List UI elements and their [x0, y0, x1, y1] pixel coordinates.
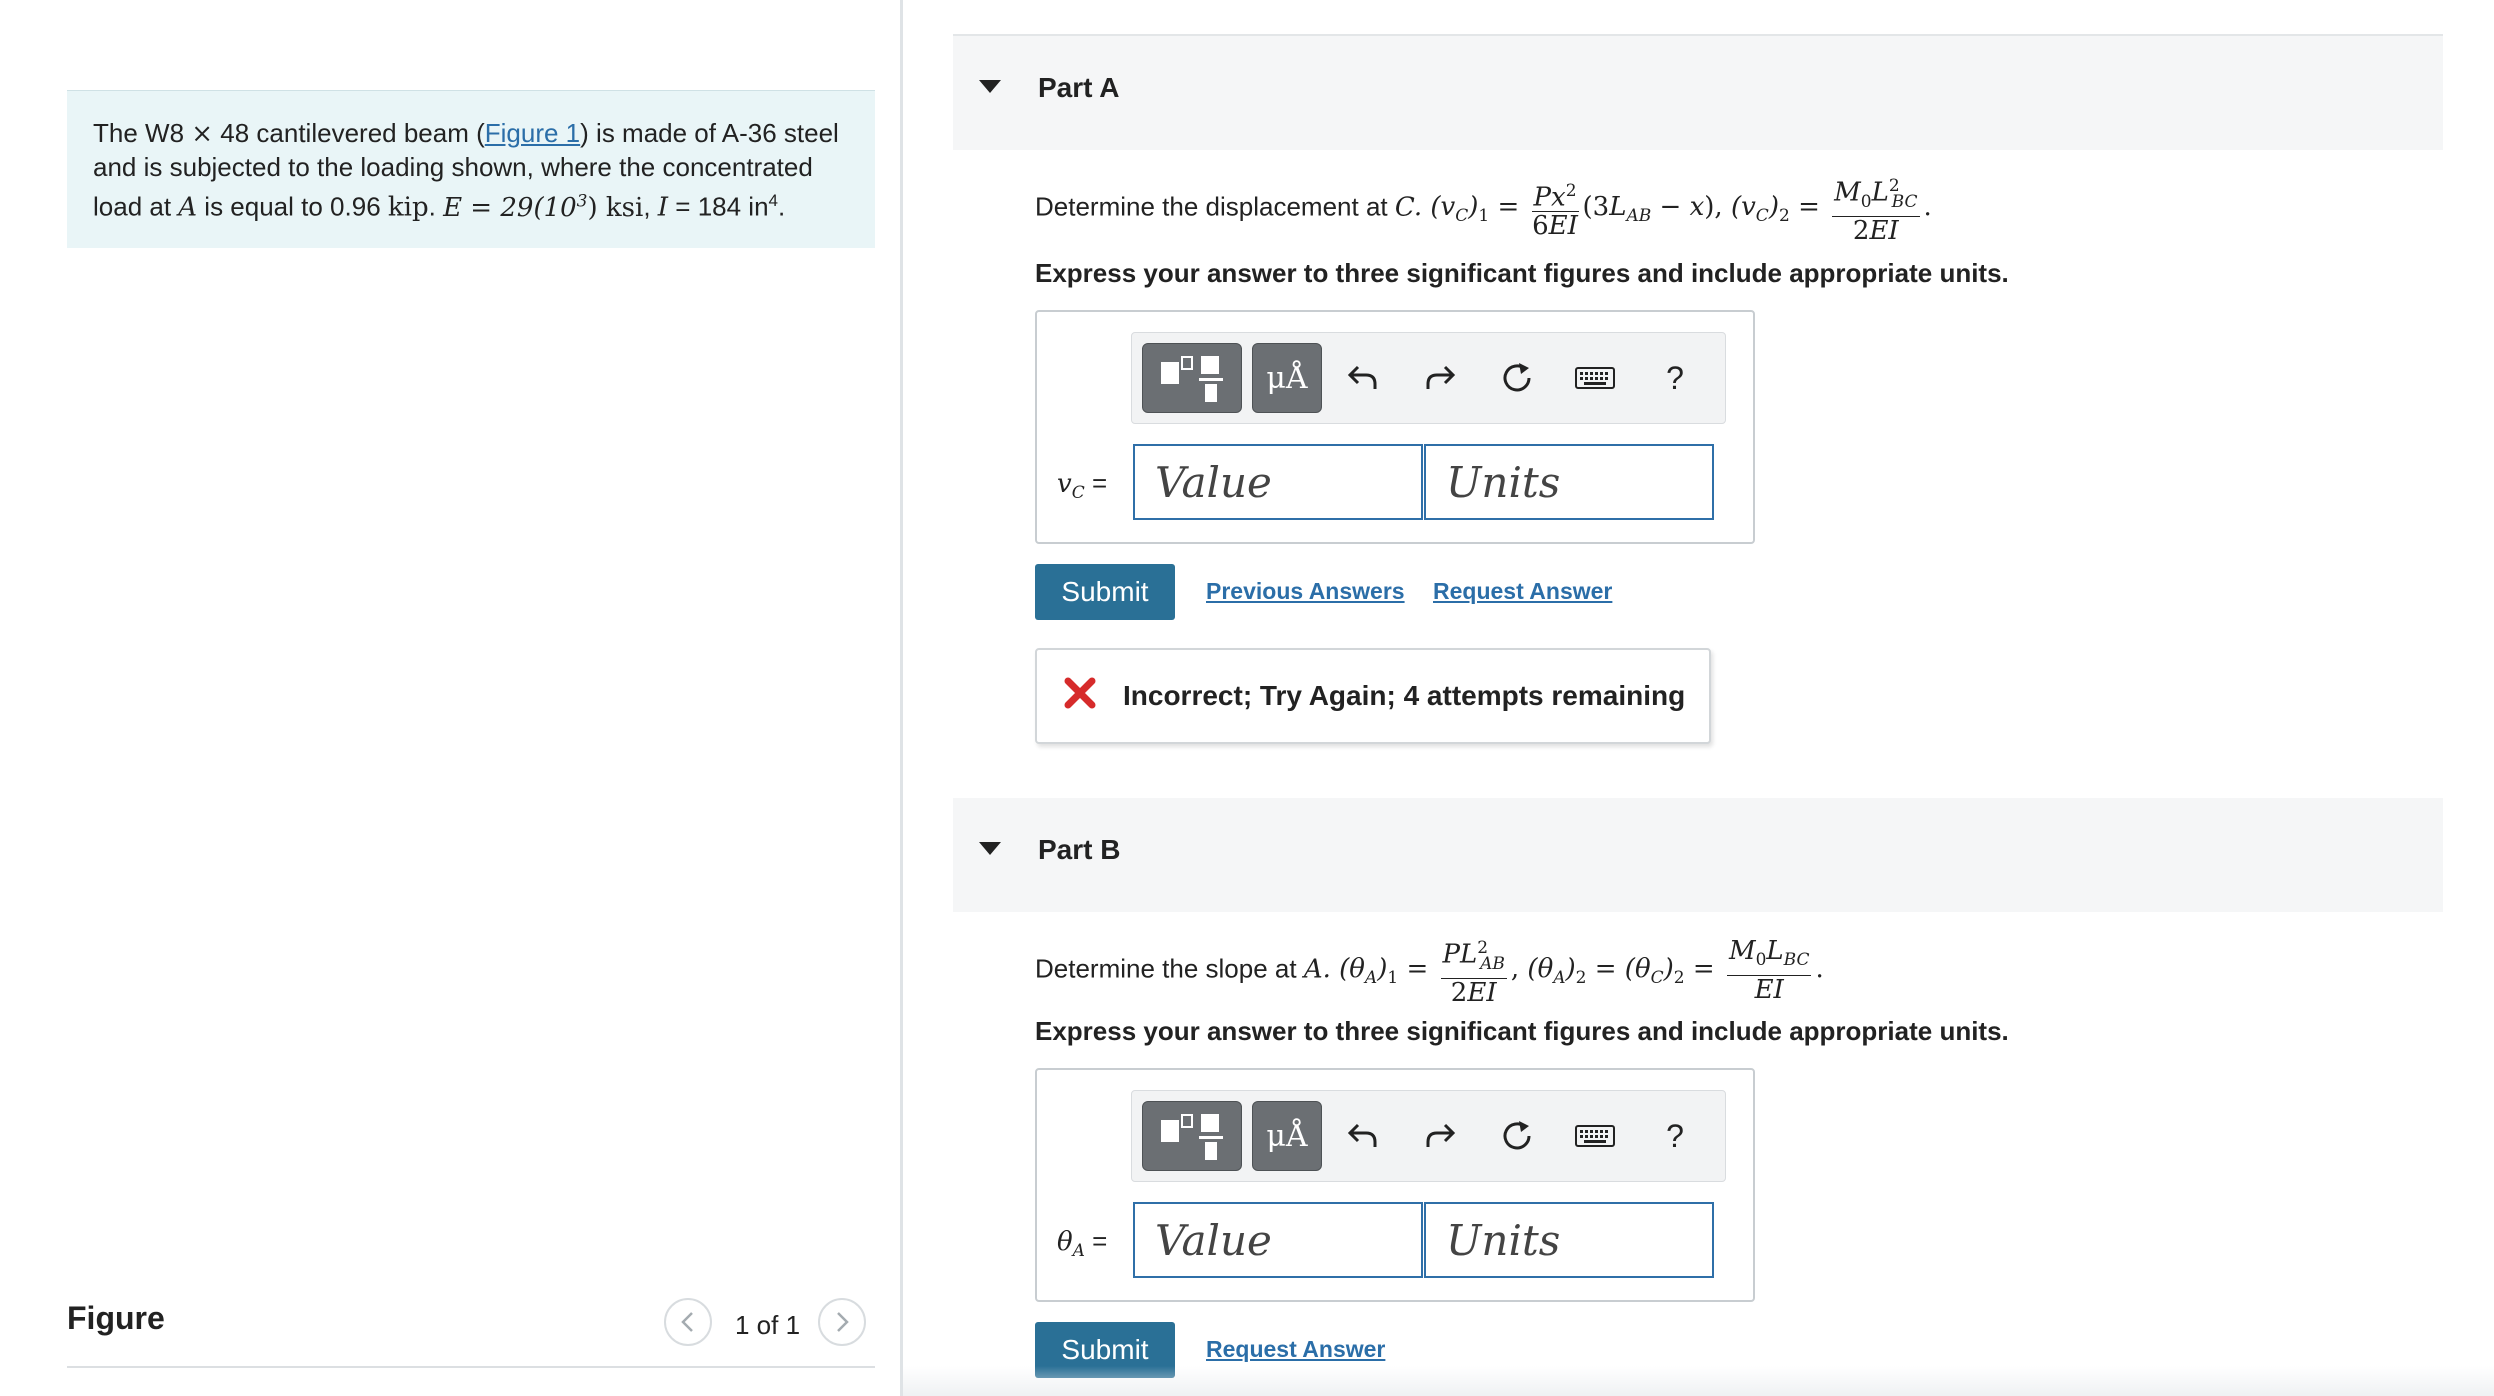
inertia-symbol: I — [657, 192, 669, 223]
undo-icon[interactable] — [1340, 355, 1386, 401]
modulus-expression — [443, 193, 643, 223]
units-input[interactable] — [1424, 1202, 1714, 1278]
problem-text: The W8 — [93, 118, 192, 148]
help-icon[interactable]: ? — [1666, 359, 1684, 396]
chevron-right-icon — [832, 1310, 852, 1334]
previous-answers-link[interactable]: Previous Answers — [1206, 578, 1405, 604]
right-pane — [903, 0, 2494, 1396]
left-pane — [0, 0, 900, 1396]
modulus-exponent: 3 — [576, 191, 588, 211]
unit-kip: kip — [387, 192, 429, 223]
units-button[interactable]: μÅ — [1252, 343, 1322, 413]
formula: . $(\theta_A)_1$ = $\frac{PL^2_{AB}}{2EI}$ , $(\theta_A)_2 = (\theta_C)_2$ = $\frac{M_0L_{BC}}{EI}$ . — [1323, 954, 1824, 984]
figure-counter: 1 of 1 — [735, 1310, 801, 1340]
figure-link[interactable]: Figure 1 — [484, 118, 581, 148]
prompt-text: Determine the displacement at — [1035, 191, 1395, 222]
part-a-instruction: Express your answer to three significant figures and include appropriate units. — [1035, 258, 2009, 288]
modulus-value: E = 29(10 — [443, 192, 577, 223]
prompt-text: Determine the slope at — [1035, 953, 1304, 984]
part-a-prompt — [1035, 172, 1932, 245]
figure-next-button[interactable] — [818, 1298, 866, 1346]
reset-icon[interactable] — [1494, 355, 1540, 401]
units-button[interactable]: μÅ — [1252, 1101, 1322, 1171]
part-b-instruction: Express your answer to three significant figures and include appropriate units. — [1035, 1016, 2009, 1046]
error-x-icon — [1063, 676, 1097, 710]
redo-icon[interactable] — [1417, 355, 1463, 401]
part-b-title: Part B — [1038, 834, 1121, 865]
part-a-title: Part A — [1038, 72, 1120, 103]
feedback-message — [1035, 648, 1711, 744]
units-input[interactable] — [1424, 444, 1714, 520]
problem-text: ) is made of A-36 steel and is subjected to the loading shown, where the concentrated load at — [93, 118, 839, 222]
problem-text: 48 cantilevered beam ( — [213, 118, 485, 148]
keyboard-icon[interactable] — [1572, 355, 1618, 401]
collapse-triangle-icon[interactable] — [979, 80, 1001, 93]
request-answer-link[interactable]: Request Answer — [1433, 578, 1613, 604]
part-a-header[interactable] — [953, 36, 2443, 150]
answer-variable-label: $\theta_A$ = — [1057, 1226, 1108, 1262]
reset-icon[interactable] — [1494, 1113, 1540, 1159]
problem-text: . — [778, 191, 786, 222]
problem-text: is equal to 0.96 — [197, 191, 388, 222]
divider — [67, 1366, 875, 1368]
collapse-triangle-icon[interactable] — [979, 842, 1001, 855]
formula: . $(v_C)_1$ = $\frac{Px^2}{6EI}$ $(3L_{AB} - x)$, $(v_C)_2$ = $\frac{M_0L^2_{BC}}{2EI}$ . — [1414, 192, 1932, 222]
chevron-left-icon — [678, 1310, 698, 1334]
point-symbol: A — [1303, 954, 1323, 985]
point-symbol: A — [178, 192, 198, 223]
problem-text: , — [643, 191, 658, 222]
inertia-exponent: 4 — [768, 191, 779, 210]
math-toolbar — [1131, 1090, 1726, 1182]
math-toolbar — [1131, 332, 1726, 424]
scroll-fade — [903, 1366, 2494, 1396]
problem-statement — [67, 90, 875, 248]
submit-button[interactable]: Submit — [1035, 1322, 1175, 1378]
part-b-prompt — [1035, 934, 1824, 1007]
times-symbol: × — [191, 119, 214, 149]
figure-prev-button[interactable] — [664, 1298, 712, 1346]
help-icon[interactable]: ? — [1666, 1117, 1684, 1154]
request-answer-link[interactable]: Request Answer — [1206, 1336, 1386, 1362]
figure-label: Figure — [67, 1300, 165, 1336]
templates-button[interactable] — [1142, 343, 1242, 413]
value-input[interactable] — [1133, 1202, 1423, 1278]
inertia-value: = 184 in — [668, 191, 769, 222]
feedback-text: Incorrect; Try Again; 4 attempts remaining — [1123, 680, 1686, 711]
part-a-answer-box — [1035, 310, 1755, 544]
templates-button[interactable] — [1142, 1101, 1242, 1171]
problem-text: . — [428, 191, 444, 222]
answer-variable-label: $v_C$ = — [1057, 468, 1108, 504]
part-b-header[interactable] — [953, 798, 2443, 912]
part-b-answer-box — [1035, 1068, 1755, 1302]
undo-icon[interactable] — [1340, 1113, 1386, 1159]
point-symbol: C — [1394, 192, 1414, 223]
keyboard-icon[interactable] — [1572, 1113, 1618, 1159]
redo-icon[interactable] — [1417, 1113, 1463, 1159]
submit-button[interactable]: Submit — [1035, 564, 1175, 620]
modulus-unit: ) ksi — [587, 192, 644, 223]
value-input[interactable] — [1133, 444, 1423, 520]
